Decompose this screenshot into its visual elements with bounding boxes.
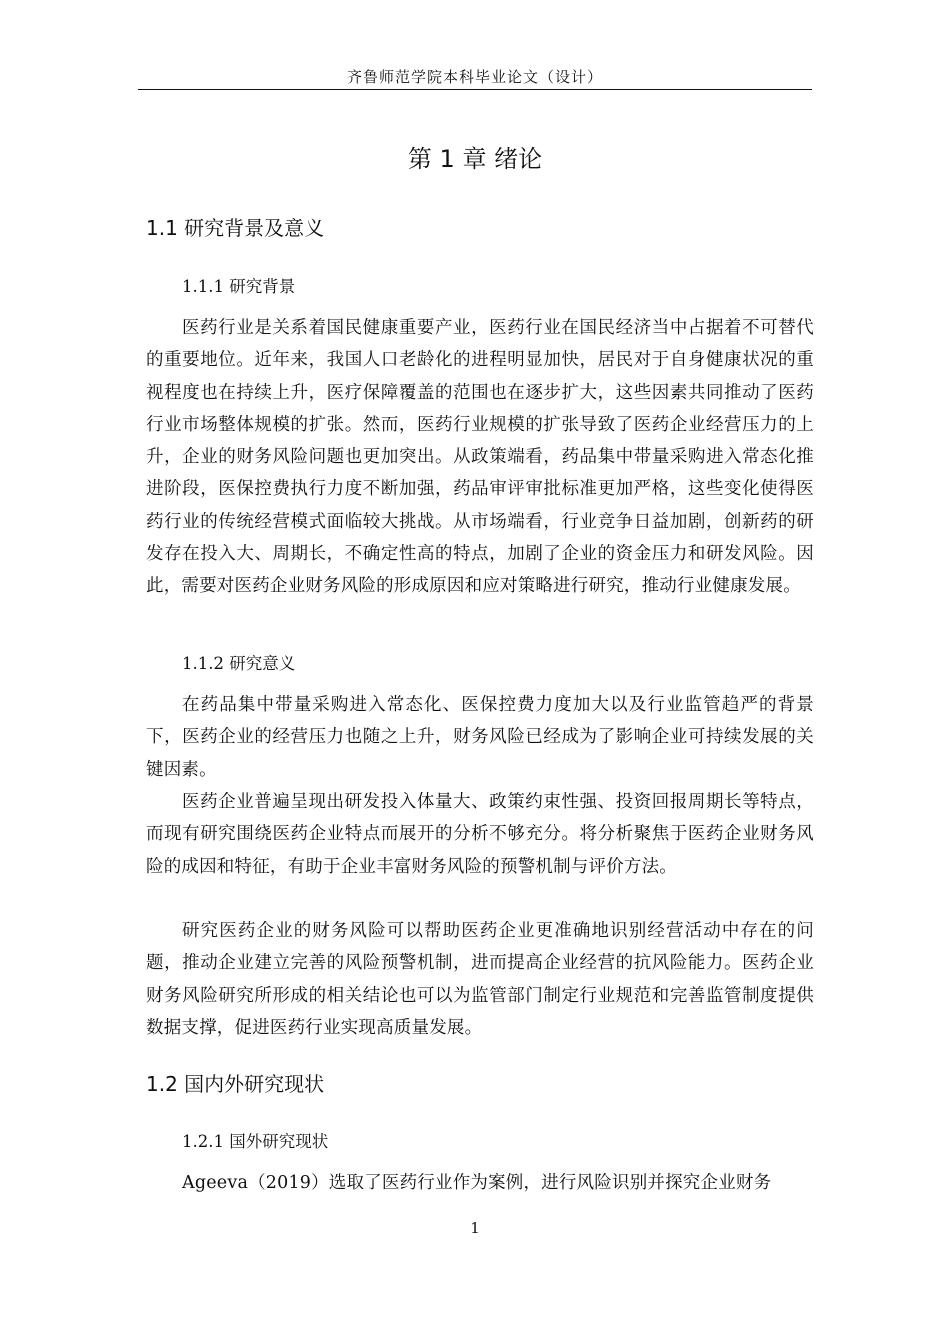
body-paragraph: 医药企业普遍呈现出研发投入体量大、政策约束性强、投资回报周期长等特点，而现有研究围绕医药企业特点而展开的分析不够充分。将分析聚焦于医药企业财务风险的成因和特征，有助于企业丰富财务风险的预警机制与评价方法。 xyxy=(146,792,814,877)
chapter-title: 第 1 章 绪论 xyxy=(407,145,543,173)
body-paragraph: 医药行业是关系着国民健康重要产业，医药行业在国民经济当中占据着不可替代的重要地位。近年来，我国人口老龄化的进程明显加快，居民对于自身健康状况的重视程度也在持续上升，医疗保障覆盖的范围也在逐步扩大，这些因素共同推动了医药行业市场整体规模的扩张。然而，医药行业规模的扩张导致了医药企业经营压力的上升，企业的财务风险问题也更加突出。从政策端看，药品集中带量采购进入常态化推进阶段，医保控费执行力度不断加强，药品审评审批标准更加严格，这些变化使得医药行业的传统经营模式面临较大挑战。从市场端看，行业竞争日益加剧，创新药的研发存在投入大、周期长，不确定性高的特点，加剧了企业的资金压力和研发风险。因此，需要对医药企业财务风险的形成原因和应对策略进行研究，推动行业健康发展。 xyxy=(146,318,814,597)
subsection-heading: 1.1.2 研究意义 xyxy=(182,654,296,673)
section-heading: 1.2 国内外研究现状 xyxy=(146,1072,325,1096)
body-paragraph: 在药品集中带量采购进入常态化、医保控费力度加大以及行业监管趋严的背景下，医药企业的经营压力也随之上升，财务风险已经成为了影响企业可持续发展的关键因素。 xyxy=(146,695,814,780)
body-paragraph: 研究医药企业的财务风险可以帮助医药企业更准确地识别经营活动中存在的问题，推动企业建立完善的风险预警机制，进而提高企业经营的抗风险能力。医药企业财务风险研究所形成的相关结论也可以为监管部门制定行业规范和完善监管制度提供数据支撑，促进医药行业实现高质量发展。 xyxy=(146,921,814,1038)
section-heading: 1.1 研究背景及意义 xyxy=(146,216,325,240)
subsection-heading: 1.2.1 国外研究现状 xyxy=(182,1132,329,1151)
page-number: 1 xyxy=(470,1219,480,1237)
subsection-heading: 1.1.1 研究背景 xyxy=(182,277,296,296)
header-divider xyxy=(138,89,812,90)
body-paragraph: Ageeva（2019）选取了医药行业作为案例，进行风险识别并探究企业财务 xyxy=(182,1173,772,1193)
running-header: 齐鲁师范学院本科毕业论文（设计） xyxy=(346,68,603,86)
